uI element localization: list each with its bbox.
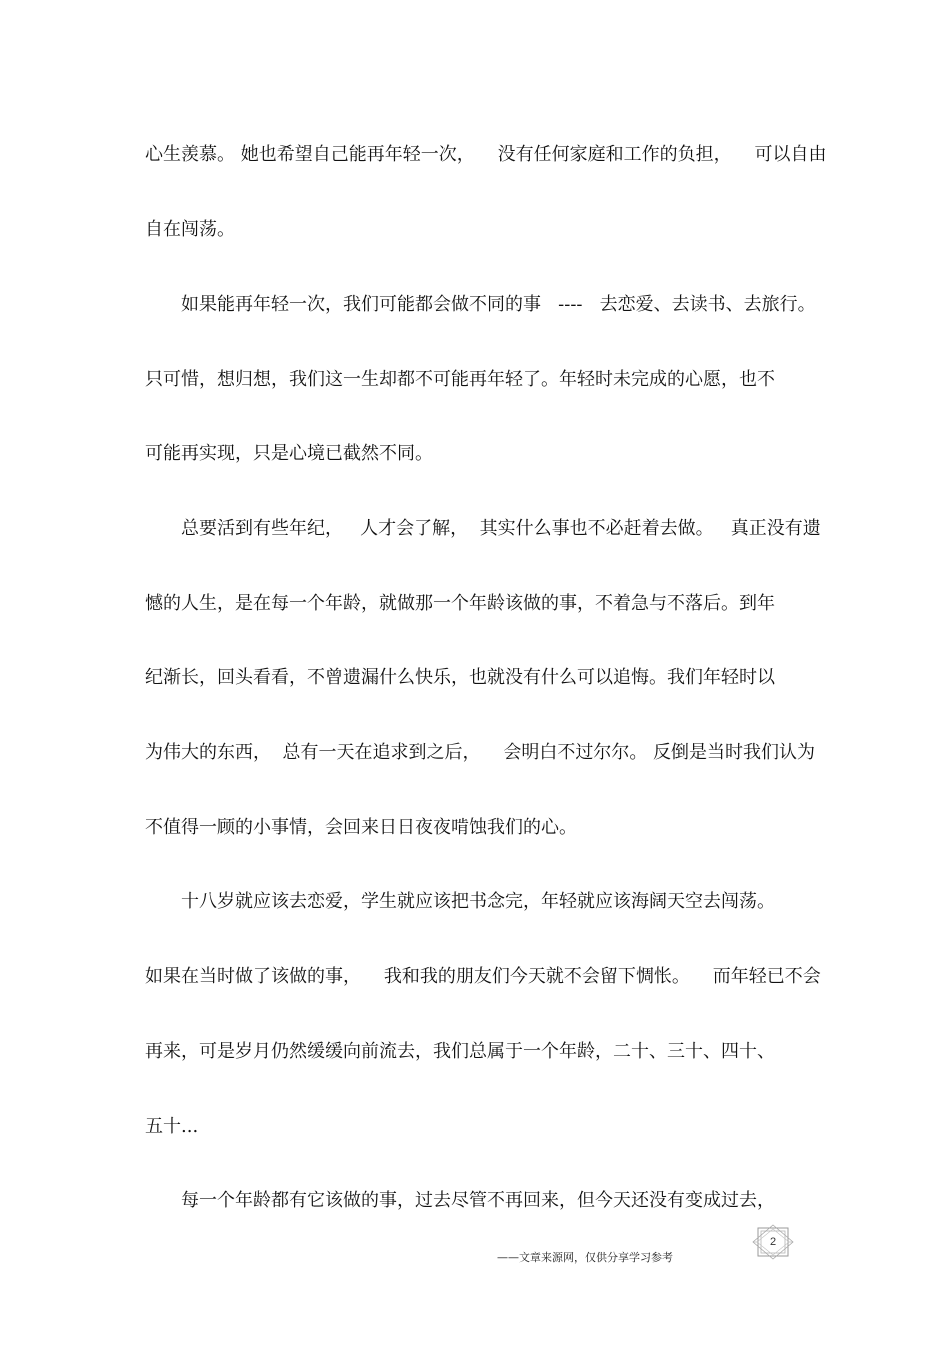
body-line: 如果在当时做了该做的事， 我和我的朋友们今天就不会留下惆怅。 而年轻已不会 <box>145 966 821 987</box>
body-line: 心生羡慕。 她也希望自己能再年轻一次， 没有任何家庭和工作的负担， 可以自由 <box>145 144 827 165</box>
page-number: 2 <box>769 1236 777 1248</box>
body-line: 自在闯荡。 <box>145 219 235 240</box>
body-line: 总要活到有些年纪， 人才会了解， 其实什么事也不必赶着去做。 真正没有遗 <box>181 518 821 539</box>
body-line: 为伟大的东西， 总有一天在追求到之后， 会明白不过尔尔。 反倒是当时我们认为 <box>145 742 816 763</box>
body-line: 如果能再年轻一次，我们可能都会做不同的事 ---- 去恋爱、去读书、去旅行。 <box>181 294 816 315</box>
body-line: 可能再实现，只是心境已截然不同。 <box>145 443 433 464</box>
body-line: 十八岁就应该去恋爱，学生就应该把书念完，年轻就应该海阔天空去闯荡。 <box>181 891 775 912</box>
body-line: 不值得一顾的小事情，会回来日日夜夜啃蚀我们的心。 <box>145 817 577 838</box>
body-line: 五十... <box>145 1116 199 1137</box>
body-line: 纪渐长，回头看看，不曾遗漏什么快乐，也就没有什么可以追悔。我们年轻时以 <box>145 667 775 688</box>
page-number-badge <box>752 1224 794 1260</box>
body-line: 只可惜，想归想，我们这一生却都不可能再年轻了。年轻时未完成的心愿，也不 <box>145 369 775 390</box>
body-line: 每一个年龄都有它该做的事，过去尽管不再回来，但今天还没有变成过去， <box>181 1190 775 1211</box>
footer-source-note: ——文章来源网，仅供分享学习参考 <box>497 1251 673 1264</box>
body-line: 憾的人生，是在每一个年龄，就做那一个年龄该做的事，不着急与不落后。到年 <box>145 593 775 614</box>
body-line: 再来，可是岁月仍然缓缓向前流去，我们总属于一个年龄，二十、三十、四十、 <box>145 1041 775 1062</box>
